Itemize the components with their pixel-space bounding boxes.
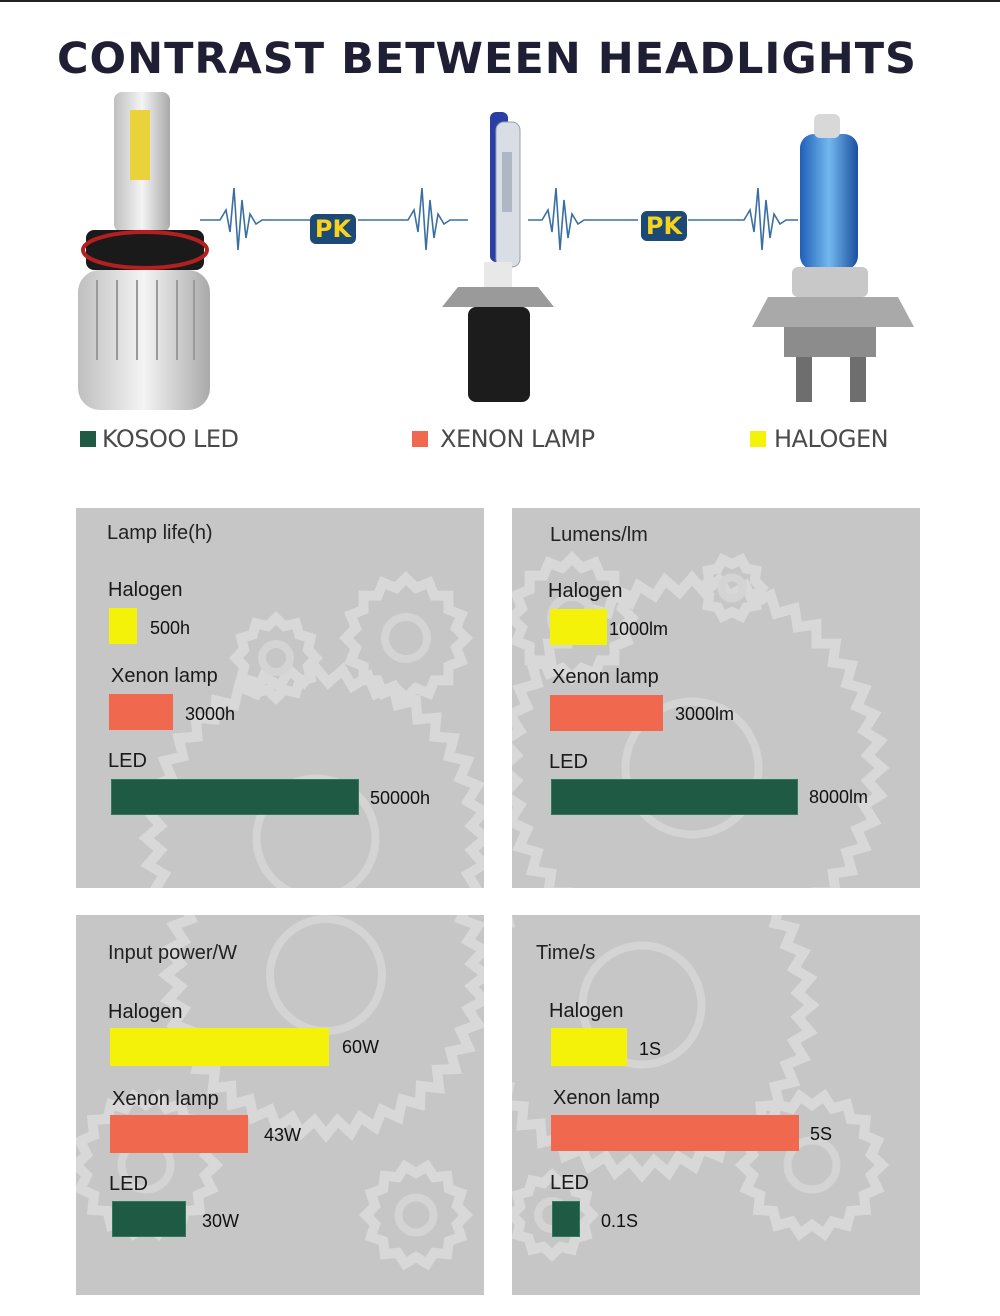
row-label-halogen: Halogen: [108, 579, 183, 601]
pk-badge: PK: [310, 214, 356, 244]
bar-xenon: [550, 695, 663, 731]
row-label-xenon: Xenon lamp: [112, 1088, 219, 1110]
row-label-xenon: Xenon lamp: [553, 1087, 660, 1109]
gear-shape: [366, 1166, 466, 1263]
row-label-halogen: Halogen: [548, 580, 623, 602]
signal-wave-icon: [358, 180, 468, 260]
led-bulb-icon: [72, 90, 217, 420]
bar-halogen: [551, 1028, 627, 1066]
value-label-xenon: 3000h: [185, 704, 236, 724]
legend-swatch: [750, 431, 766, 447]
value-label-led: 0.1S: [601, 1211, 639, 1231]
row-label-led: LED: [550, 1172, 589, 1194]
value-label-halogen: 60W: [342, 1037, 380, 1057]
legend-swatch: [412, 431, 428, 447]
bar-xenon: [110, 1115, 248, 1153]
signal-wave-icon: [200, 180, 310, 260]
chart-panel-time: [512, 915, 920, 1295]
row-label-halogen: Halogen: [108, 1001, 183, 1023]
value-label-led: 30W: [202, 1211, 240, 1231]
gear-hub: [385, 617, 427, 659]
gear-hub: [722, 578, 743, 599]
gear-hub: [270, 919, 382, 1031]
gear-hub: [399, 1198, 434, 1233]
legend-label: HALOGEN: [774, 425, 889, 453]
value-label-halogen: 1S: [639, 1039, 662, 1059]
row-label-led: LED: [549, 751, 588, 773]
chart-title: Lumens/lm: [550, 524, 648, 546]
bar-halogen: [550, 609, 607, 645]
row-label-halogen: Halogen: [549, 1000, 624, 1022]
value-label-halogen: 500h: [150, 618, 191, 638]
row-label-xenon: Xenon lamp: [552, 666, 659, 688]
chart-panel-input-power: [76, 915, 484, 1295]
gear-hub: [262, 644, 290, 672]
value-label-xenon: 3000lm: [675, 704, 735, 724]
legend-label: XENON LAMP: [440, 425, 595, 453]
page-title: CONTRAST BETWEEN HEADLIGHTS: [56, 34, 918, 84]
chart-panel-lamp-life: [76, 508, 484, 888]
bar-halogen: [109, 608, 137, 644]
value-label-xenon: 5S: [810, 1124, 833, 1144]
value-label-xenon: 43W: [264, 1125, 302, 1145]
bar-halogen: [110, 1028, 329, 1066]
row-label-xenon: Xenon lamp: [111, 665, 218, 687]
signal-wave-icon: [688, 180, 798, 260]
value-label-led: 50000h: [370, 788, 431, 808]
legend-item-halogen: [750, 425, 888, 453]
legend-label: KOSOO LED: [102, 425, 239, 453]
legend-item-xenon: [412, 425, 595, 453]
bar-led: [112, 1201, 186, 1237]
top-rule: [0, 0, 1000, 2]
chart-panel-lumens: [512, 508, 920, 888]
legend-swatch: [80, 431, 96, 447]
bar-led: [111, 779, 359, 815]
value-label-halogen: 1000lm: [609, 619, 669, 639]
pk-badge: PK: [641, 211, 687, 241]
value-label-led: 8000lm: [809, 787, 869, 807]
legend-item-led: [80, 425, 238, 453]
chart-title: Lamp life(h): [107, 522, 213, 544]
bar-xenon: [551, 1115, 799, 1151]
row-label-led: LED: [108, 750, 147, 772]
bar-led: [551, 779, 798, 815]
bar-xenon: [109, 694, 173, 730]
row-label-led: LED: [109, 1173, 148, 1195]
signal-wave-icon: [528, 180, 638, 260]
chart-title: Input power/W: [108, 942, 237, 964]
bar-led: [552, 1201, 580, 1237]
gear-shape: [346, 578, 466, 698]
chart-title: Time/s: [536, 942, 596, 964]
